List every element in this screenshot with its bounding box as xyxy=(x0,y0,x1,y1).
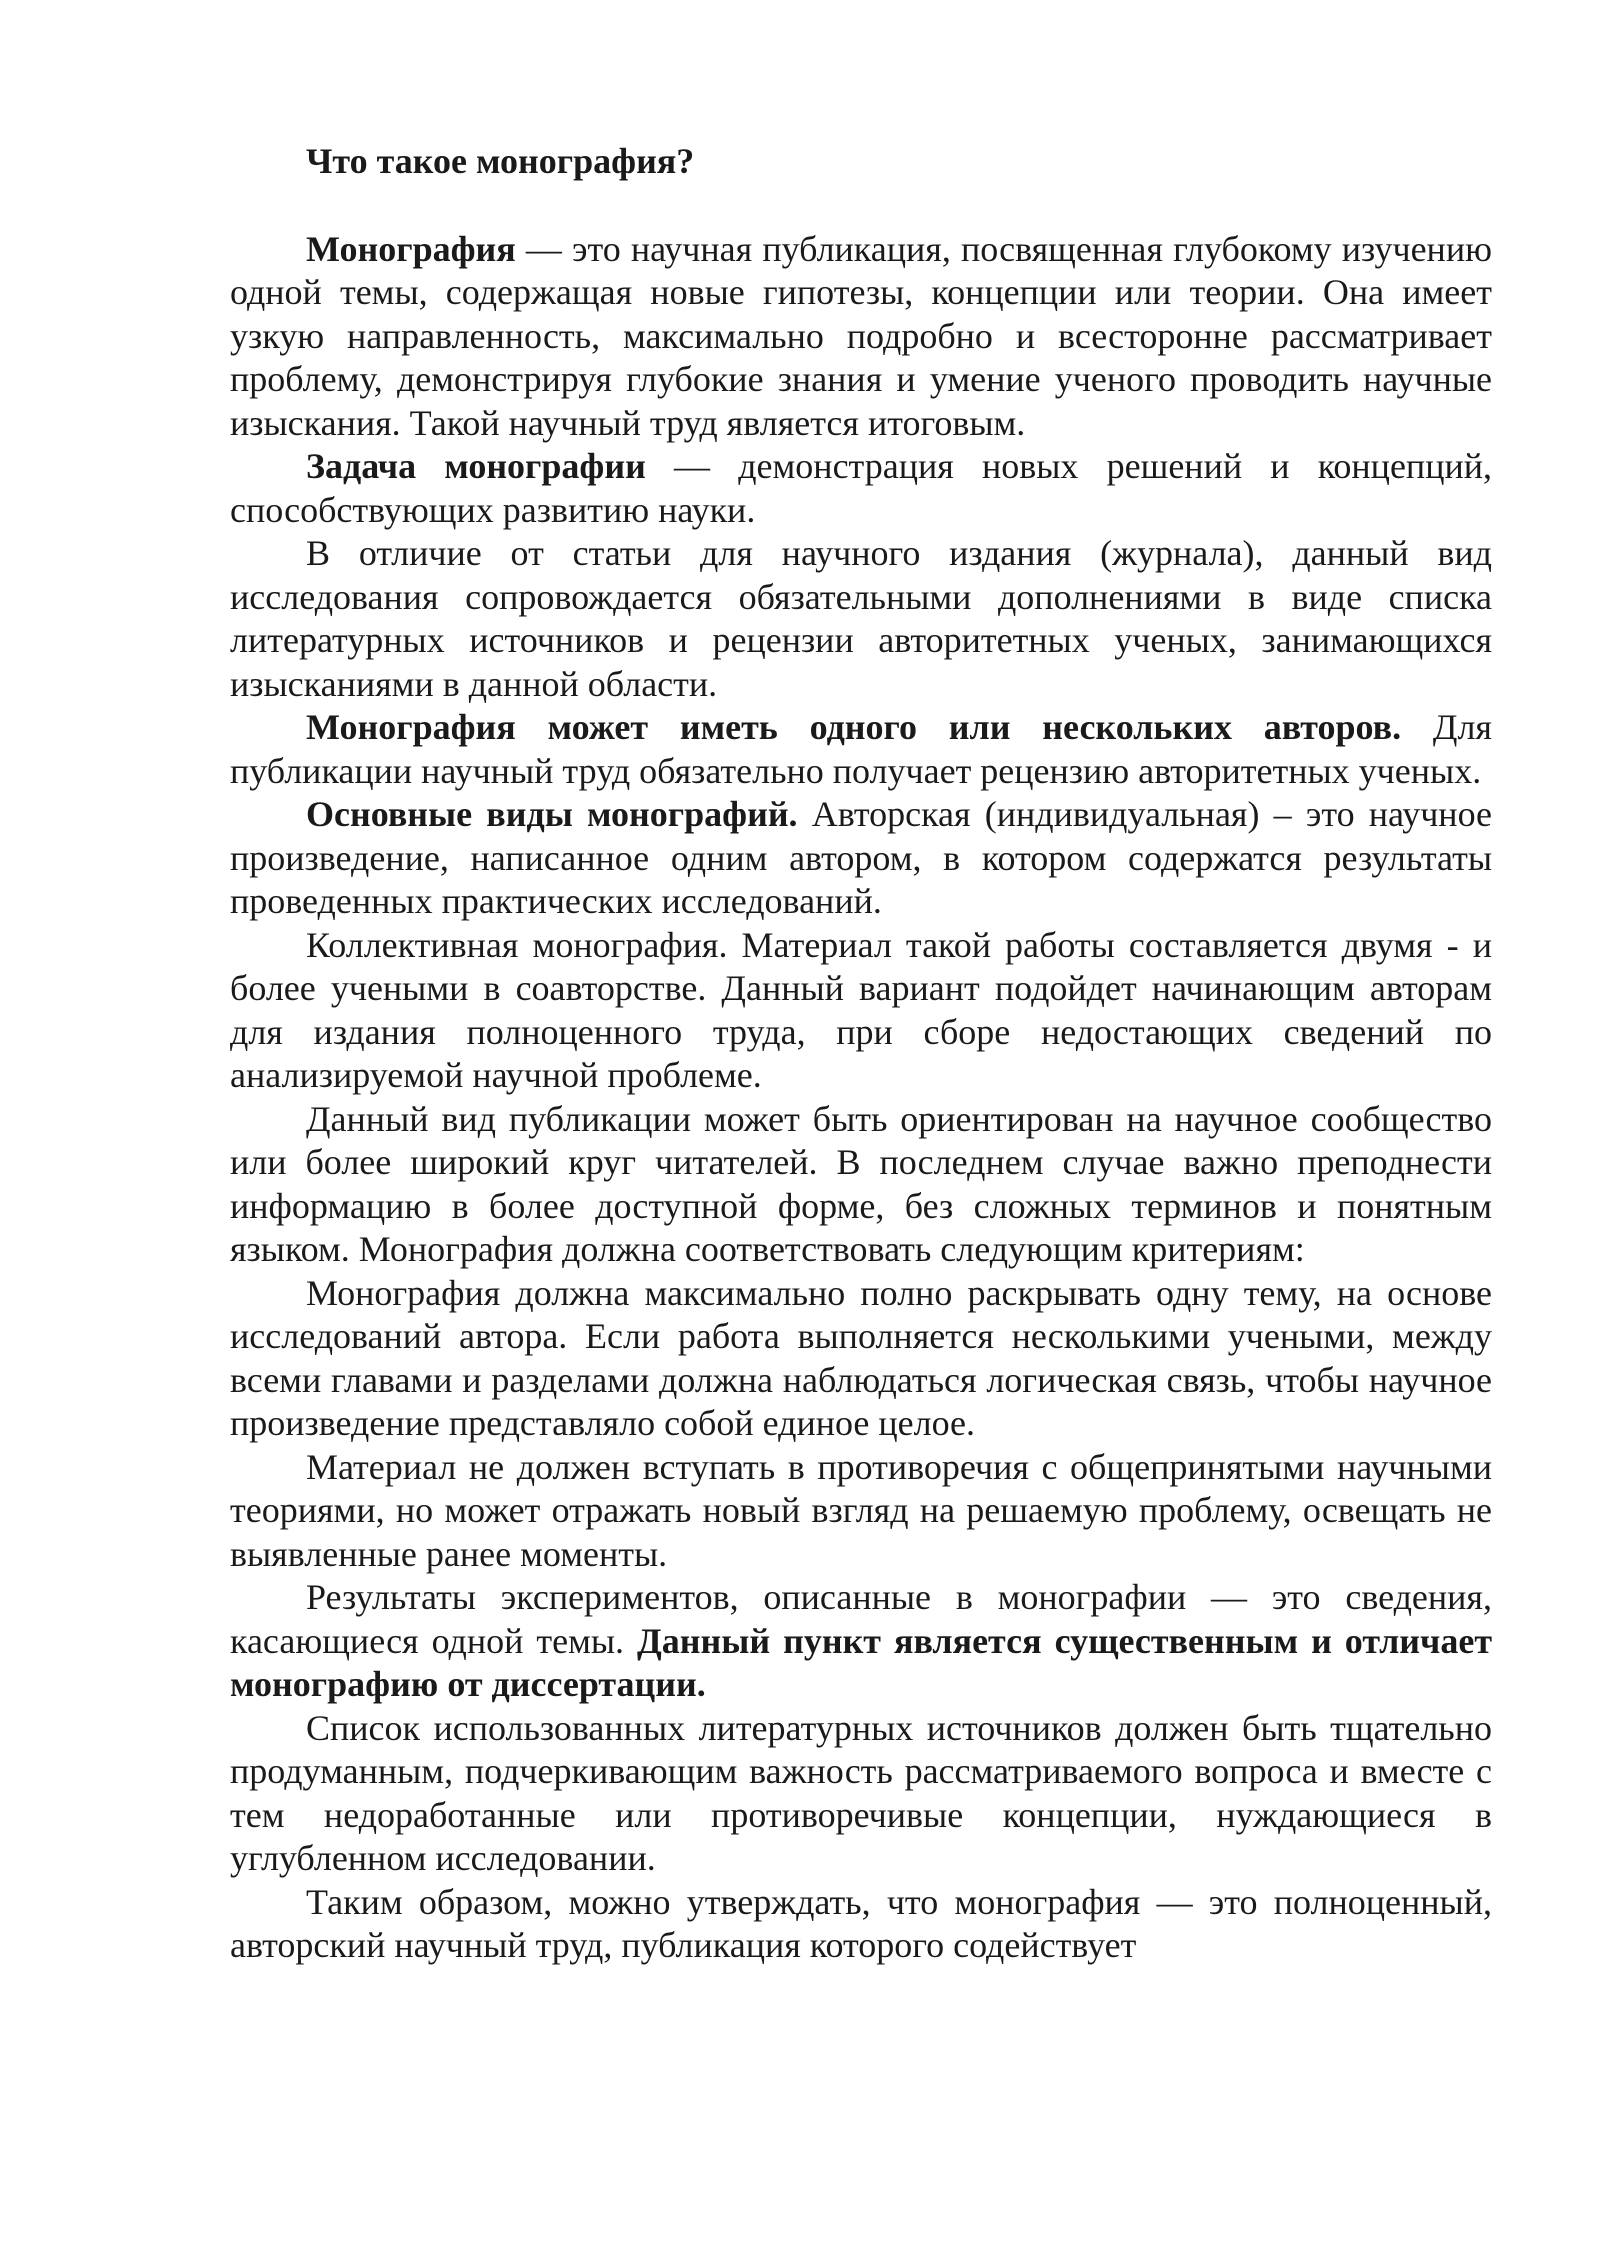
paragraph-text: Таким образом, можно утверждать, что монография — это полноценный, авторский научный труд, публикация которого содействует xyxy=(230,1881,1492,1965)
paragraph-6 xyxy=(230,924,1492,1098)
paragraph-text: Авторская (индивидуальная) – это научное произведение, написанное одним автором, в котором содержатся результаты проведенных практических исследований. xyxy=(230,794,1492,921)
paragraph-2 xyxy=(230,445,1492,532)
paragraph-4 xyxy=(230,706,1492,793)
paragraph-text: Список использованных литературных источников должен быть тщательно продуманным, подчеркивающим важность рассматриваемого вопроса и вместе с тем недоработанные или противоречивые концепции, нуждающиеся в углубленном исследовании. xyxy=(230,1707,1492,1878)
paragraph-text: — это научная публикация, посвященная глубокому изучению одной темы, содержащая новые гипотезы, концепции или теории. Она имеет узкую направленность, максимально подробно и всесторонне рассматривает проблему, демонстрируя глубокие знания и умение ученого проводить научные изыскания. Такой научный труд является итоговым. xyxy=(230,228,1492,443)
paragraph-5 xyxy=(230,793,1492,924)
paragraph-text: Данный вид публикации может быть ориентирован на научное сообщество или более широкий круг читателей. В последнем случае важно преподнести информацию в более доступной форме, без сложных терминов и понятным языком. Монография должна соответствовать следующим критериям: xyxy=(230,1098,1492,1269)
paragraph-text: Монография должна максимально полно раскрывать одну тему, на основе исследований автора. Если работа выполняется несколькими учеными, между всеми главами и разделами должна наблюдаться логическая связь, чтобы научное произведение представляло собой единое целое. xyxy=(230,1272,1492,1443)
paragraph-7 xyxy=(230,1098,1492,1272)
emphasis-dissertation: Данный пункт является существенным и отличает монографию от диссертации. xyxy=(230,1620,1493,1704)
paragraph-text: Результаты экспериментов, описанные в монографии — это сведения, касающиеся одной темы. xyxy=(230,1577,1492,1661)
page-title: Что такое монография? xyxy=(306,141,695,181)
paragraph-text: Материал не должен вступать в противоречия с общепринятыми научными теориями, но может отражать новый взгляд на решаемую проблему, освещать не выявленные ранее моменты. xyxy=(230,1446,1492,1574)
paragraph-text: Для публикации научный труд обязательно получает рецензию авторитетных ученых. xyxy=(230,707,1492,791)
term-task: Задача монографии xyxy=(306,446,646,486)
paragraph-text: В отличие от статьи для научного издания (журнала), данный вид исследования сопровождается обязательными дополнениями в виде списка литературных источников и рецензии авторитетных ученых, занимающихся изысканиями в данной области. xyxy=(230,533,1492,704)
paragraph-12 xyxy=(230,1881,1492,1968)
paragraph-8 xyxy=(230,1272,1492,1446)
term-monograph: Монография xyxy=(306,228,516,269)
paragraph-3 xyxy=(230,532,1492,706)
paragraph-9 xyxy=(230,1446,1492,1577)
paragraph-text: Коллективная монография. Материал такой работы составляется двумя - и более учеными в соавторстве. Данный вариант подойдет начинающим авторам для издания полноценного труда, при сборе недостающих сведений по анализируемой научной проблеме. xyxy=(230,924,1492,1095)
paragraph-10 xyxy=(230,1576,1492,1707)
document-body xyxy=(230,140,1492,1968)
paragraph-text: — демонстрация новых решений и концепций, способствующих развитию науки. xyxy=(230,446,1492,530)
term-types: Основные виды монографий. xyxy=(306,794,798,834)
paragraph-11 xyxy=(230,1707,1492,1881)
paragraph-1 xyxy=(230,228,1492,446)
term-authors: Монография может иметь одного или нескольких авторов. xyxy=(306,707,1402,747)
